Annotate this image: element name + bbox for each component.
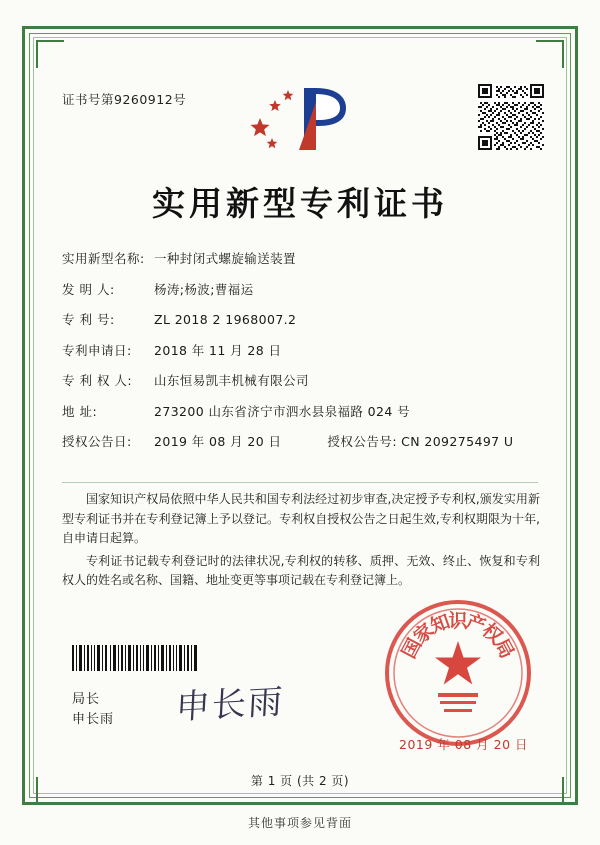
field-label-grant-date: 授权公告日: bbox=[62, 434, 132, 449]
field-label-grant-number: 授权公告号: bbox=[327, 434, 398, 449]
field-value-application-date: 2018 年 11 月 28 日 bbox=[154, 342, 282, 358]
svg-text:权: 权 bbox=[477, 619, 507, 649]
field-value-grant-number: CN 209275497 U bbox=[401, 434, 514, 449]
patent-emblem-icon bbox=[242, 78, 358, 156]
barcode bbox=[72, 645, 198, 671]
field-value-inventor: 杨涛;杨波;曹福运 bbox=[154, 281, 254, 297]
signature-title: 局长 bbox=[72, 692, 101, 707]
field-row-grant bbox=[62, 431, 542, 453]
field-row-name bbox=[62, 248, 542, 270]
field-row-address bbox=[62, 401, 542, 423]
svg-text:局: 局 bbox=[489, 635, 519, 663]
svg-text:国: 国 bbox=[397, 635, 427, 663]
divider bbox=[62, 482, 538, 483]
field-value-patentee: 山东恒易凯丰机械有限公司 bbox=[154, 373, 309, 388]
svg-text:产: 产 bbox=[463, 610, 489, 638]
field-label-address: 地 址: bbox=[62, 403, 98, 419]
page-number: 第 1 页 (共 2 页) bbox=[250, 774, 350, 788]
legal-paragraph-2: 专利证书记载专利登记时的法律状况,专利权的转移、质押、无效、终止、恢复和专利权人的姓名或名称、国籍、地址变更等事项记载在专利登记簿上。 bbox=[62, 553, 540, 587]
field-row-application-date bbox=[62, 340, 542, 362]
field-row-inventor bbox=[62, 279, 542, 301]
field-label-application-date: 专利申请日: bbox=[62, 342, 132, 358]
field-row-patentee bbox=[62, 370, 542, 392]
certificate-number: 证书号第9260912号 bbox=[62, 92, 187, 107]
qr-code bbox=[478, 84, 544, 150]
field-label-patentee: 专 利 权 人: bbox=[62, 373, 133, 388]
corner-ornament-top-right bbox=[536, 40, 564, 68]
field-value-address: 273200 山东省济宁市泗水县泉福路 024 号 bbox=[154, 403, 410, 419]
handwritten-signature: 申长雨 bbox=[174, 682, 286, 728]
grant-number-group bbox=[327, 431, 513, 453]
signature-labels bbox=[72, 690, 114, 730]
page-title: 实用新型专利证书 bbox=[152, 184, 448, 223]
svg-text:识: 识 bbox=[448, 610, 468, 632]
official-seal bbox=[382, 597, 534, 749]
patent-fields bbox=[62, 248, 542, 462]
legal-body-text bbox=[62, 490, 540, 594]
field-label-name: 实用新型名称: bbox=[62, 251, 145, 266]
legal-paragraph-1: 国家知识产权局依照中华人民共和国专利法经过初步审查,决定授予专利权,颁发实用新型专利证书并在专利登记簿上予以登记。专利权自授权公告之日起生效,专利权期限为十年,自申请日起算。 bbox=[62, 492, 540, 545]
field-value-name: 一种封闭式螺旋输送装置 bbox=[154, 251, 296, 266]
field-label-patent-number: 专 利 号: bbox=[62, 312, 115, 327]
signature-name: 申长雨 bbox=[72, 712, 115, 727]
field-label-inventor: 发 明 人: bbox=[62, 281, 115, 297]
svg-text:知: 知 bbox=[427, 610, 453, 638]
svg-text:家: 家 bbox=[409, 619, 439, 649]
seal-date: 2019 年 08 月 20 日 bbox=[399, 737, 528, 752]
field-value-grant-date: 2019 年 08 月 20 日 bbox=[154, 434, 282, 449]
corner-ornament-top-left bbox=[36, 40, 64, 68]
field-value-patent-number: ZL 2018 2 1968007.2 bbox=[154, 312, 297, 327]
footer-note: 其他事项参见背面 bbox=[247, 816, 352, 830]
field-row-patent-number bbox=[62, 309, 542, 331]
